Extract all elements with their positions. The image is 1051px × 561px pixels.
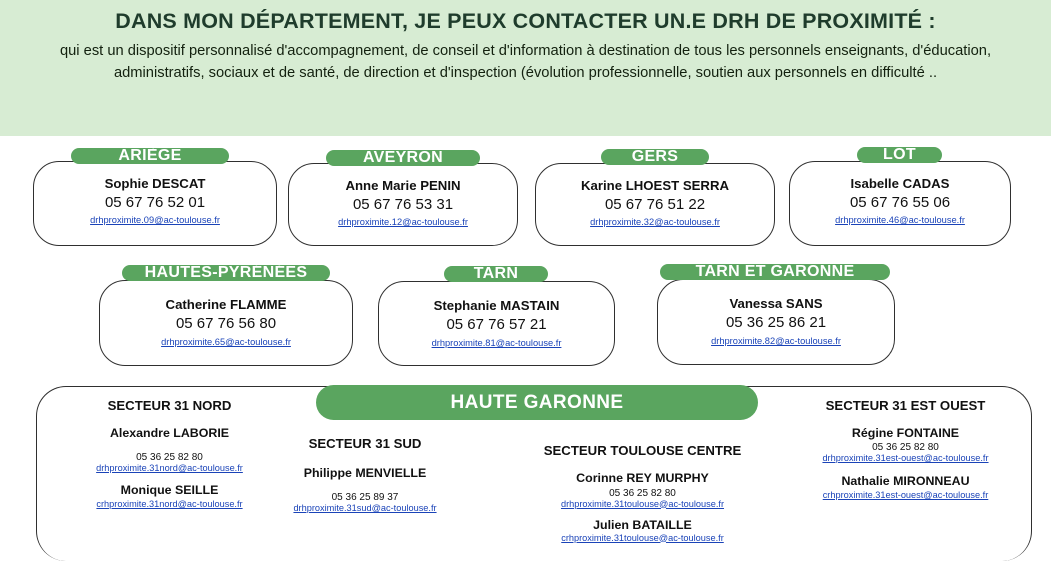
sector-title: SECTEUR 31 SUD: [308, 436, 422, 451]
contact-email-link[interactable]: drhproximite.82@ac-toulouse.fr: [711, 336, 841, 346]
contact-phone: 05 67 76 53 31: [352, 196, 454, 213]
contact-email-link[interactable]: drhproximite.65@ac-toulouse.fr: [161, 337, 291, 347]
department-label: GERS: [631, 148, 679, 165]
header-banner: [0, 0, 1051, 136]
department-card-gers: [535, 163, 775, 246]
contact-name: Alexandre LABORIE: [109, 426, 230, 440]
contact-phone: 05 67 76 51 22: [604, 196, 706, 213]
contact-email-link[interactable]: drhproximite.81@ac-toulouse.fr: [431, 338, 562, 348]
contact-email-link[interactable]: drhproximite.32@ac-toulouse.fr: [590, 217, 720, 227]
department-label: HAUTE GARONNE: [450, 391, 624, 413]
contact-name: Julien BATAILLE: [593, 517, 692, 532]
department-pill-tarn-et-garonne: [660, 264, 890, 280]
contact-phone: 05 67 76 55 06: [849, 194, 951, 211]
department-card-tarn-et-garonne: [657, 279, 895, 365]
department-card-tarn: [378, 281, 615, 366]
department-pill-ariege: [71, 148, 229, 164]
department-pill-lot: [857, 147, 942, 163]
contact-phone: 05 36 25 86 21: [725, 314, 827, 331]
department-card-hautes-pyrenees: [99, 280, 353, 366]
department-label: TARN: [473, 265, 519, 282]
contact-email-link[interactable]: drhproximite.31toulouse@ac-toulouse.fr: [560, 498, 725, 509]
sector-block-31-nord: [57, 398, 282, 509]
contact-email-link[interactable]: drhproximite.09@ac-toulouse.fr: [90, 215, 220, 225]
department-label: LOT: [883, 146, 916, 163]
department-card-aveyron: [288, 163, 518, 246]
contact-name: Catherine FLAMME: [165, 297, 287, 312]
contact-email-link[interactable]: drhproximite.31sud@ac-toulouse.fr: [293, 503, 437, 513]
page-subtitle: qui est un dispositif personnalisé d'accompagnement, de conseil et d'information à destination de tous les personnels enseignants, d'éducation, administratifs, sociaux et de santé, de direction et d'inspection (évolution professionnelle, soutien aux personnels en difficulté ..: [59, 42, 992, 81]
sector-block-31-est-ouest: [793, 398, 1018, 500]
contact-name: Nathalie MIRONNEAU: [841, 474, 970, 488]
department-card-ariege: [33, 161, 277, 246]
contact-name: Anne Marie PENIN: [345, 178, 461, 193]
department-pill-aveyron: [326, 150, 480, 166]
contact-name: Stephanie MASTAIN: [433, 298, 560, 313]
sector-block-31-sud: [255, 436, 475, 513]
contact-name: Vanessa SANS: [729, 296, 823, 311]
department-pill-gers: [601, 149, 709, 165]
department-label: HAUTES-PYRÉNÉES: [144, 264, 308, 281]
department-label: AVEYRON: [362, 149, 444, 166]
contact-email-link[interactable]: crhproximite.31est-ouest@ac-toulouse.fr: [822, 490, 989, 500]
contact-email-link[interactable]: drhproximite.12@ac-toulouse.fr: [338, 217, 468, 227]
contact-name: Isabelle CADAS: [850, 176, 950, 191]
contact-name: Karine LHOEST SERRA: [580, 178, 730, 193]
contact-phone: 05 36 25 82 80: [136, 452, 203, 463]
department-pill-haute-garonne: [316, 385, 758, 420]
department-card-lot: [789, 161, 1011, 246]
contact-email-link[interactable]: drhproximite.46@ac-toulouse.fr: [835, 215, 965, 225]
contact-name: Monique SEILLE: [120, 483, 219, 497]
department-label: TARN ET GARONNE: [695, 263, 855, 280]
contact-phone: 05 36 25 82 80: [872, 442, 939, 453]
contact-email-link[interactable]: drhproximite.31est-ouest@ac-toulouse.fr: [822, 453, 989, 463]
contact-name: Régine FONTAINE: [851, 426, 960, 440]
department-pill-tarn: [444, 266, 548, 282]
contact-email-link[interactable]: crhproximite.31toulouse@ac-toulouse.fr: [561, 532, 724, 543]
contact-phone: 05 67 76 52 01: [104, 194, 206, 211]
contact-phone: 05 36 25 82 80: [609, 487, 676, 499]
contact-phone: 05 67 76 57 21: [446, 316, 547, 333]
contact-phone: 05 67 76 56 80: [175, 315, 277, 332]
contact-name: Philippe MENVIELLE: [303, 466, 427, 480]
sector-block-toulouse-centre: [530, 443, 755, 543]
department-label: ARIÈGE: [118, 147, 182, 164]
contact-name: Corinne REY MURPHY: [576, 470, 709, 485]
contact-email-link[interactable]: drhproximite.31nord@ac-toulouse.fr: [96, 463, 243, 473]
page-title: DANS MON DÉPARTEMENT, JE PEUX CONTACTER UN.E DRH DE PROXIMITÉ :: [115, 9, 936, 33]
sector-title: SECTEUR TOULOUSE CENTRE: [543, 443, 742, 458]
contact-phone: 05 36 25 89 37: [331, 492, 399, 503]
contact-name: Sophie DESCAT: [104, 176, 206, 191]
contact-email-link[interactable]: crhproximite.31nord@ac-toulouse.fr: [96, 499, 243, 509]
sector-title: SECTEUR 31 EST OUEST: [825, 398, 986, 413]
department-pill-hautes-pyrenees: [122, 265, 330, 281]
sector-title: SECTEUR 31 NORD: [107, 398, 232, 413]
